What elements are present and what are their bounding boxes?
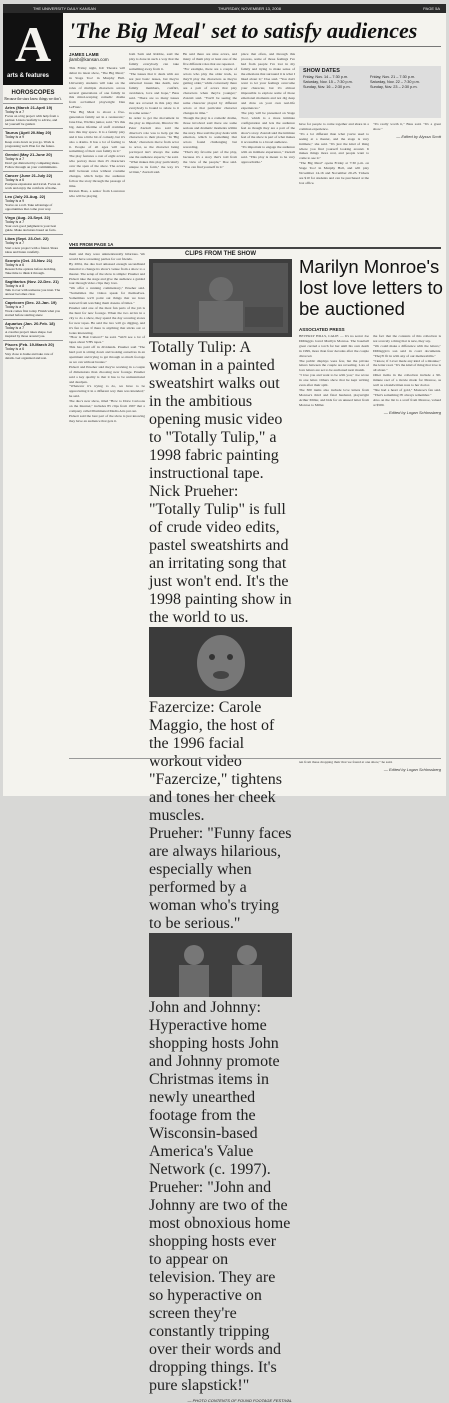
horoscope-sign: Capricorn (Dec. 22-Jan. 19) Today is a 7 Work comes first today. Finish what you started before starting anew.: [3, 298, 63, 319]
paragraph: This has paid off in dividends. Prueher said "The hard part is sitting down and looking ourselves in an apartment and trying to get through so much footage as we can without breaks.": [69, 345, 145, 364]
story-column-1: [69, 66, 125, 238]
headline-rule: [69, 46, 441, 47]
video-still-image: [149, 627, 292, 697]
marilyn-column-1: [299, 334, 369, 754]
horoscope-sign: Aquarius (Jan. 20-Feb. 18) Today is a 7 A creative project takes shape. Get inspired by those around you.: [3, 319, 63, 340]
paragraph: Prueher said one of the most fun parts of the job is the hunt for new footage. When the two arrive in a city to do a show, they spend the day scouring stores for new tapes. He said the two will go digging, and it's fun to see if there is anything that sticks out or looks interesting.: [69, 305, 145, 335]
clip-image-totally-tulip: [149, 259, 292, 337]
horoscope-sign: Gemini (May 21-June 20) Today is a 7 Don't get distracted by competing ideas. Follow through on your commitments.: [3, 150, 63, 171]
show-date: Saturday, Nov. 15 – 7:30 p.m.: [303, 79, 353, 84]
paragraph: both Sam and Robbie, said the play is done in such a way that the family everybody can take something away from it.: [129, 52, 179, 71]
issue-date: THURSDAY, NOVEMBER 13, 2008: [218, 6, 281, 11]
story-column-3: [183, 52, 237, 238]
story-edit-credit: — Edited by Alyssa Scott: [396, 133, 441, 139]
clip-quote: Nick Prueher: "Totally Tulip" is full of crude video edits, pastel sweatshirts and an irritating song that just won't end. It's the 1998 painting show in the world to us.: [149, 483, 292, 626]
paragraph: have for people to come together and share in a common experience.: [299, 122, 369, 131]
byline-email: jlamb@kansan.com: [69, 57, 109, 63]
clip-caption: John and Johnny: Hyperactive home shopping hosts John and Johnny promote Christmas items in newly unearthed footage from the Wisconsin-based America's Value Network (c. 1997).: [149, 999, 280, 1178]
story-column-4: [241, 52, 295, 238]
horoscope-sign: Virgo (Aug. 23-Sept. 22) Today is a 7 Your own good judgment is your best guide. Make decisions based on facts.: [3, 213, 63, 234]
paragraph: "That's my favorite part of the play, because it's a story that's told from the view of the people," Doe said. "You can find yourself in it.": [183, 150, 237, 169]
show-dates-right: [370, 75, 437, 89]
show-date: Friday, Nov. 21 – 7:30 p.m.: [370, 75, 416, 79]
horoscopes-column: [3, 88, 63, 792]
horoscopes-title: HOROSCOPES: [11, 90, 55, 96]
paragraph: BEVERLY HILLS, CALIF. — It's no secret Joe DiMaggio loved Marilyn Monroe. The baseball great carried a torch for her until his own death in 1999, more than four decades after the couple divorced.: [299, 334, 369, 358]
clip-caption: Fazercize: Carole Maggio, the host of the 1996 facial workout video "Fazercize," tightens and tones her cheek muscles.: [149, 699, 283, 824]
paragraph: "She had a heart of gold," Monroe's fan said. "That's something I'll always remember.": [373, 387, 441, 397]
story-column-2: [129, 52, 179, 238]
show-dates-left: [303, 75, 370, 89]
paragraph: "Whatever it's trying to do, we have to be appreciating it in a different way than was intended," he said.: [69, 384, 145, 399]
masthead-strip: [3, 4, 446, 13]
clip-image-fazercize: [149, 627, 292, 697]
paragraph: In order to get the movement in the play as important, Director Dr. Peter Zazzali also said the director's role was to help get the characters to their places. "In 'Big Meal,' characters move from actor to actor, so the character being portrayed isn't always the same one the audience expects," he said.: [129, 115, 179, 160]
clip-quote: Prueher: "John and Johnny are two of the most obnoxious home shopping hosts ever to appear on television. They are so hyperactive on screen they're constantly tripping over their words and dropping things. It's pure slapstick!": [149, 1179, 291, 1394]
section-letter: A: [14, 16, 52, 72]
clip-quote: Prueher: "Funny faces are always hilarious, especially when performed by a woman who's trying to be serious.": [149, 825, 292, 932]
paragraph: "The Big Meal" opens Friday at 7:30 p.m. on Stage Too! in Murphy Hall, and will play November 14-16 and November 20-23. Tickets are $10 for students and can be purchased at the box office.: [299, 161, 369, 185]
vhs-continuation: [299, 760, 441, 790]
paragraph: The 300 items also include love letters from Monroe's third and final husband, playwright Arthur Miller, and bids for an unused letter from Monroe to Miller.: [299, 387, 369, 407]
horoscope-sign: Pisces (Feb. 19-March 20) Today is a 6 Stay close to home and take care of details. Get organized and rest.: [3, 340, 63, 361]
paragraph: The play features a cast of eight actors who portray more than 25 characters over the span of the show. The actors shift between roles without costume changes, which helps the audience follow the story through the passage of time.: [69, 154, 125, 188]
horoscope-sign: Cancer (June 21-July 22) Today is a 6 Postpone expansion and travel. Focus on work and enjoy the comforts of home.: [3, 171, 63, 192]
paragraph: "It's really worth it," Bass said. "It's a great show.": [373, 122, 441, 131]
story-column-5: [299, 122, 369, 238]
paragraph: "The Big Meal is about a five-generation family set in a restaurant," Jane Doe, Wichita junior, said. "It's this big, dense lifetime of stuff crammed into this tiny space. It is a family play and it has a little bit of comedy, but it's also a drama. It has a lot of feeling to it. People of all ages will see something of their own family in it.": [69, 110, 126, 154]
paragraph: "How is Hair Cutters?" he said. "We'll see a lot of tapes about VHS tapes.": [69, 335, 145, 345]
paragraph: "What makes this play particularly unique is its form," the way it's written," Zazzali said.: [129, 159, 179, 174]
vhs-edit-credit: — Edited by Logan Schlossberg: [383, 766, 441, 772]
marilyn-edit-credit: — Edited by Logan Schlossberg: [383, 409, 441, 415]
story-column-6: [373, 122, 441, 238]
show-date: Saturday, Nov. 22 – 7:30 p.m.: [370, 79, 420, 84]
paragraph: them and they were unintentionally hilarious. We would have screening parties for our friends.: [69, 252, 145, 261]
page-number: PAGE 5A: [423, 6, 440, 11]
bottom-rule: [69, 758, 441, 759]
paragraph: Though the play is a comedic drama, those involved said there are some serious and dramatic moments within the story. Doe said the play deals with emotion, which is something that actors found challenging but rewarding.: [183, 115, 237, 150]
video-still-image: [149, 259, 292, 337]
paragraph: By 2004, the duo had amassed enough secondhand material to change its show's venue from a show to a theater. The setup of the show is simple: Prueher and Pickett take the stage and give the audience a guided tour through video clips they love.: [69, 261, 145, 286]
story-headline: 'The Big Meal' set to satisfy audiences: [69, 18, 418, 43]
show-dates-box: [299, 66, 441, 118]
section-rule: [69, 247, 441, 249]
show-date: Sunday, Nov. 16 – 2:30 p.m.: [303, 84, 351, 89]
paragraph: The public displays were few, but the private letters between the couple are revealing. Lots of love letters are set to be auctioned next month.: [299, 358, 369, 373]
clips-sidebar: [149, 251, 292, 1403]
show-date: Friday, Nov. 14 – 7:30 p.m.: [303, 75, 349, 79]
horoscope-sign: Leo (July 23-Aug. 22) Today is a 9 You're on a roll. Take advantage of opportunities that come your way.: [3, 192, 63, 213]
horoscope-sign: Scorpio (Oct. 23-Nov. 21) Today is a 6 Research the options before deciding. Take time to think it through.: [3, 256, 63, 277]
paragraph: Kirsten Bass, a senior from Lawrence who will be playing: [69, 188, 125, 198]
horoscope-sign: Taurus (April 20-May 20) Today is a 9 Keep costs down as you go. Work is progressing well. Plan for the future.: [3, 128, 63, 149]
vhs-column-1: [69, 252, 145, 752]
marilyn-headline: Marilyn Monroe's lost love letters to be auctioned: [299, 256, 443, 319]
horoscope-sign: Sagittarius (Nov. 22-Dec. 21) Today is a 8 Talk it over with someone you trust. The answer becomes clear.: [3, 277, 63, 298]
clip-image-john-and-johnny: [149, 933, 292, 997]
paragraph: place that often, and through this process, some of those feelings I've had from people I've lost in my family and trying to make sense of the emotions that surround it is what I liked about it," Doe said. "You don't want to let your feelings overcome your character, but it's almost impossible to explore some of those emotional moments and not dig deep and draw on your own real-life experiences.": [241, 52, 295, 110]
show-dates-title: SHOW DATES: [303, 68, 340, 74]
paragraph: ten from these dropping their that we found at one show," he said.: [299, 760, 393, 764]
paragraph: "I love you and want to be with you," Joe wrote in one letter. Others show that he kept writing even after their split.: [299, 373, 369, 388]
paragraph: Pickett and Prueher said they're working in a couple of dimensions than choosing new footage. Prueher said a key quality is that it has to be unintentional and deadpan.: [69, 364, 145, 384]
story-byline: [69, 52, 109, 63]
horoscopes-intro: Because the stars know things we don't.: [4, 97, 62, 101]
marilyn-column-2: [373, 334, 441, 754]
paragraph: "We could make a difference with the letters," DiMaggio's son said in court documents. "They'll fit in with any of our memorabilia.": [373, 343, 441, 358]
paragraph: "It's important to engage the audience with an intimate experience," Zazzali said. "This play is meant to be very approachable.": [241, 145, 295, 164]
paragraph: Pickett said the best part of the show is just knowing they have an audience that gets it.: [69, 413, 145, 423]
paragraph: "We offer a running commentary," Prueher said. "Sometimes the videos speak for themselves. Sometimes we'll point out things that we have noticed from watching them dozens of times.": [69, 286, 145, 306]
paragraph: "I know, if I ever made any kind of a mistake," the letter read. "It's the kind of thing that love is all about.": [373, 358, 441, 373]
paragraph: "For example, there are a couple of actors who play the older track, so they'll play the characters as they're getting older," while conversely there are a pair of actors that play characters when they're younger," Zazzali said. "You'll be seeing the same character played by different actors at that particular character changes in time.": [183, 66, 237, 115]
photo-credit: — PHOTO CONTENTS OF FOUND FOOTAGE FESTIVAL: [187, 1398, 292, 1403]
paragraph: The duo's new show, titled "How to Draw Cartoons on the Internet," includes 85 clips from 1997 that a company called Illuminated Media Arts put out.: [69, 399, 145, 413]
section-flag: [3, 13, 63, 85]
paragraph: The play will be presented on Stage Too!, which is a more intimate configuration and lets the audience feel as though they are a part of the show's story. Zazzali said the intimate feel of the show is part of what makes it accessible to a broad audience.: [241, 110, 295, 145]
paragraph: the fact that the contents of this collection is not scarcely a thing that is new, they say.: [373, 334, 441, 343]
horoscope-sign: Aries (March 21-April 19) Today is a 7 Focus on a big project with help from a partner. Listen carefully to advice, and let yourself be guided.: [3, 103, 63, 128]
paragraph: This Friday night, KU Theatre will debut its latest show, "The Big Meal," in Stage Too! in Murphy Hall. University students will take on the roles of multiple characters across several generations of one family in this mind-warping comedic drama from acclaimed playwright Dan LeFranc.: [69, 66, 125, 110]
show-date: Sunday, Nov. 23 – 2:30 p.m.: [370, 84, 418, 89]
marilyn-byline: ASSOCIATED PRESS: [299, 327, 345, 332]
section-label: arts & features: [7, 73, 50, 79]
paragraph: Other items in the collection include a 90-minute reel of a movie made for Monroe, as well as a handwritten note to her doctor.: [373, 373, 441, 388]
byline-name: JAMES LAMB: [69, 52, 99, 57]
jump-label: VHS FROM PAGE 1A: [69, 242, 114, 247]
video-still-image: [149, 933, 292, 997]
clip-caption: Totally Tulip: A woman in a painted sweatshirt walks out in the ambitious opening music video to "Totally Tulip," a 1998 fabric painting instructional tape.: [149, 339, 283, 482]
paragraph: Also on the list is a scarf from Monroe, valued at $500.: [373, 397, 441, 407]
paper-name: THE UNIVERSITY DAILY KANSAN: [33, 6, 96, 11]
paragraph: "It's a lot different than what you're used to seeing at a theater, and the stage is very intimate," she said. "It's just the kind of thing where you find yourself looking around. It makes things more real, and people want to come to see it.": [299, 131, 369, 161]
paragraph: "The issues that it deals with are not just basic issues, but they're universal issues like death, new family members, conflict, avoidance, love and hope," Bass said. "There are so many issues that are covered in this play that everybody is bound to relate to it in some sense.": [129, 71, 179, 115]
clips-title: CLIPS FROM THE SHOW: [185, 251, 256, 257]
newspaper-page: [3, 4, 446, 1403]
horoscope-sign: Libra (Sept. 23-Oct. 22) Today is a 7 Start a new project with a friend. Share ideas and listen carefully.: [3, 234, 63, 255]
paragraph: He said there are nine actors, and many of them play at least one of the five different roles that are repeated.: [183, 52, 237, 66]
